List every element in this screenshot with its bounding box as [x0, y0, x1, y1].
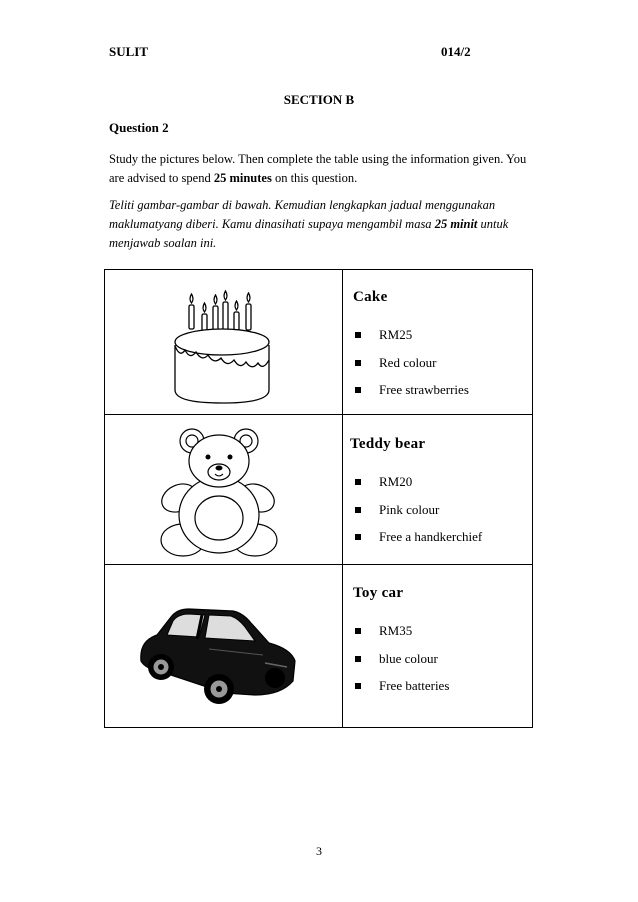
list-item [353, 678, 449, 706]
item-title: Cake [353, 289, 388, 305]
instructions-malay-time: 25 minit [434, 217, 478, 231]
instructions-english-time: 25 minutes [213, 171, 272, 185]
section-title: SECTION B [283, 92, 355, 107]
header-paper-code: 014/2 [441, 44, 471, 59]
list-item-text: Pink colour [379, 501, 440, 517]
instructions-english-text: Study the pictures below. Then complete the table using the information given. You are advised to spend [109, 152, 527, 185]
list-item-text: RM20 [379, 474, 413, 489]
list-item [353, 382, 469, 410]
instructions-malay-text-end: untuk menjawab soalan ini. [109, 217, 509, 250]
list-item [353, 355, 469, 383]
bullet-icon [355, 628, 361, 634]
item-title: Teddy bear [350, 436, 426, 452]
list-item [353, 623, 449, 651]
bullet-icon [355, 683, 361, 689]
teddy-bear-details-list [353, 474, 482, 557]
list-item-text: RM35 [379, 623, 413, 638]
teddy-bear-picture-cell [105, 415, 342, 565]
table-row-teddy-bear [105, 414, 532, 565]
bullet-icon [355, 507, 361, 513]
cake-info-cell [349, 270, 532, 414]
bullet-icon [355, 360, 361, 366]
items-table [104, 269, 533, 728]
instructions-english [109, 150, 529, 188]
question-title: Question 2 [109, 120, 169, 135]
instructions-malay [109, 196, 529, 253]
list-item [353, 651, 449, 679]
list-item-text: Free a handkerchief [379, 529, 483, 544]
list-item-text: Red colour [379, 354, 437, 370]
table-row-toy-car [105, 564, 532, 728]
bullet-icon [355, 332, 361, 338]
list-item [353, 529, 482, 557]
teddy-bear-info-cell [349, 415, 532, 565]
teddy-bear-icon [105, 415, 342, 565]
item-title: Toy car [353, 585, 404, 601]
toy-car-picture-cell [105, 565, 342, 728]
bullet-icon [355, 387, 361, 393]
table-row-cake [105, 270, 532, 414]
list-item [353, 502, 482, 530]
header-sulit: SULIT [109, 44, 149, 59]
list-item-text: RM25 [379, 327, 413, 342]
toy-car-details-list [353, 623, 449, 706]
instructions-malay-text: Teliti gambar-gambar di bawah. Kemudian lengkapkan jadual menggunakan maklumatyang diberi. Kamu dinasihati supaya mengambil masa [109, 198, 496, 231]
bullet-icon [355, 534, 361, 540]
list-item [353, 327, 469, 355]
cake-details-list [353, 327, 469, 410]
list-item-text: Free strawberries [379, 382, 469, 397]
list-item-text: blue colour [379, 650, 438, 666]
birthday-cake-icon [105, 270, 342, 414]
bullet-icon [355, 656, 361, 662]
page-number: 3 [316, 844, 322, 858]
toy-car-info-cell [349, 565, 532, 728]
toy-car-icon [105, 565, 342, 728]
list-item-text: Free batteries [379, 678, 450, 693]
instructions-english-text-end: on this question. [271, 171, 358, 185]
bullet-icon [355, 479, 361, 485]
list-item [353, 474, 482, 502]
cake-picture-cell [105, 270, 342, 414]
